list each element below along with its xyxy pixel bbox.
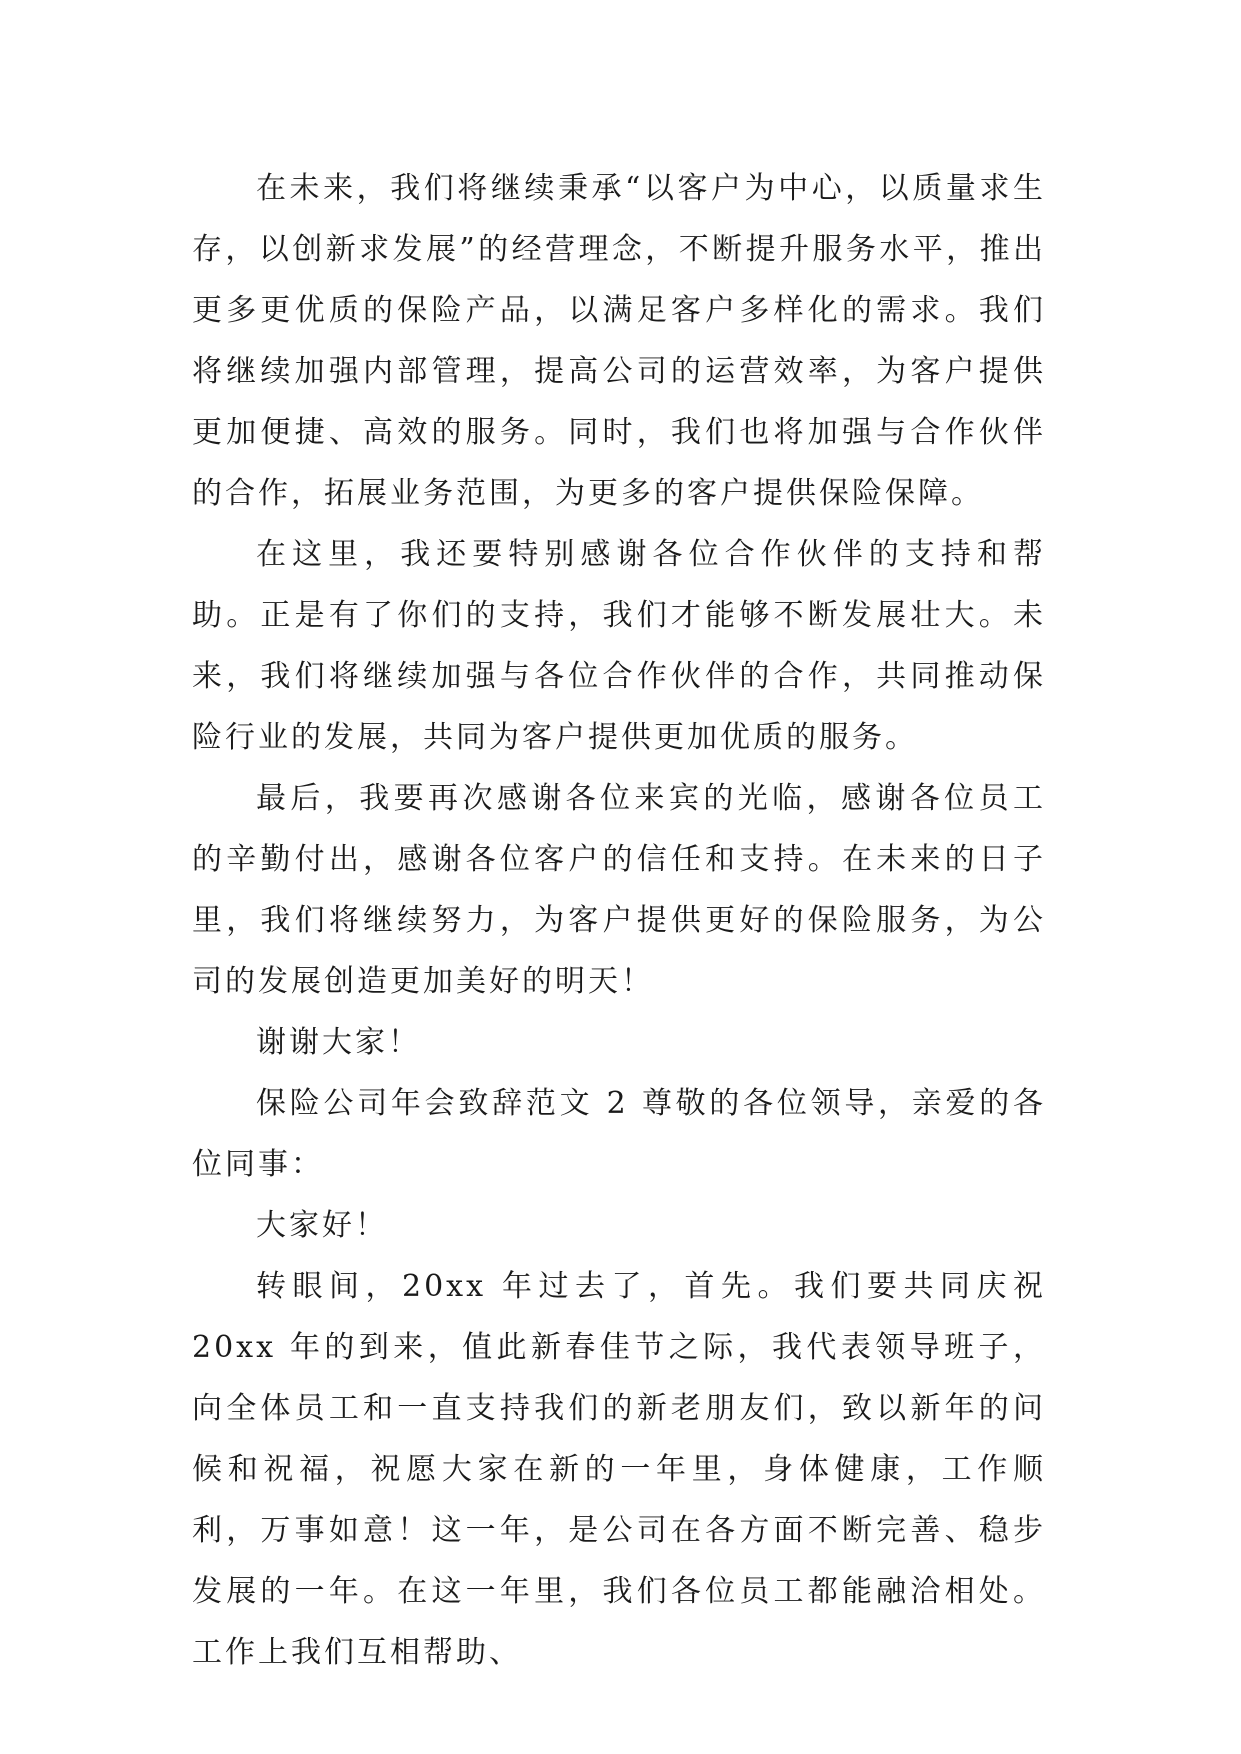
paragraph-future-plans: 在未来，我们将继续秉承“以客户为中心，以质量求生存，以创新求发展”的经营理念，不断提升服务水平，推出更多更优质的保险产品，以满足客户多样化的需求。我们将继续加强内部管理，提高公司的运营效率，为客户提供更加便捷、高效的服务。同时，我们也将加强与合作伙伴的合作，拓展业务范围，为更多的客户提供保险保障。 [192, 171, 1046, 511]
document-body [192, 158, 1046, 1683]
paragraph-thanks-partners: 在这里，我还要特别感谢各位合作伙伴的支持和帮助。正是有了你们的支持，我们才能够不断发展壮大。未来，我们将继续加强与各位合作伙伴的合作，共同推动保险行业的发展，共同为客户提供更加优质的服务。 [192, 537, 1046, 755]
paragraph-thank-you: 谢谢大家！ [256, 1025, 421, 1060]
paragraph-new-year: 转眼间，20xx 年过去了，首先。我们要共同庆祝 20xx 年的到来，值此新春佳节之际，我代表领导班子，向全体员工和一直支持我们的新老朋友们，致以新年的问候和祝福，祝愿大家在新的一年里，身体健康，工作顺利，万事如意！这一年，是公司在各方面不断完善、稳步发展的一年。在这一年里，我们各位员工都能融洽相处。工作上我们互相帮助、 [192, 1269, 1046, 1670]
paragraph-speech-2-heading: 保险公司年会致辞范文 2 尊敬的各位领导，亲爱的各位同事： [192, 1086, 1046, 1182]
paragraph-greeting: 大家好！ [256, 1208, 388, 1243]
paragraph-closing-thanks: 最后，我要再次感谢各位来宾的光临，感谢各位员工的辛勤付出，感谢各位客户的信任和支持。在未来的日子里，我们将继续努力，为客户提供更好的保险服务，为公司的发展创造更加美好的明天！ [192, 781, 1046, 999]
